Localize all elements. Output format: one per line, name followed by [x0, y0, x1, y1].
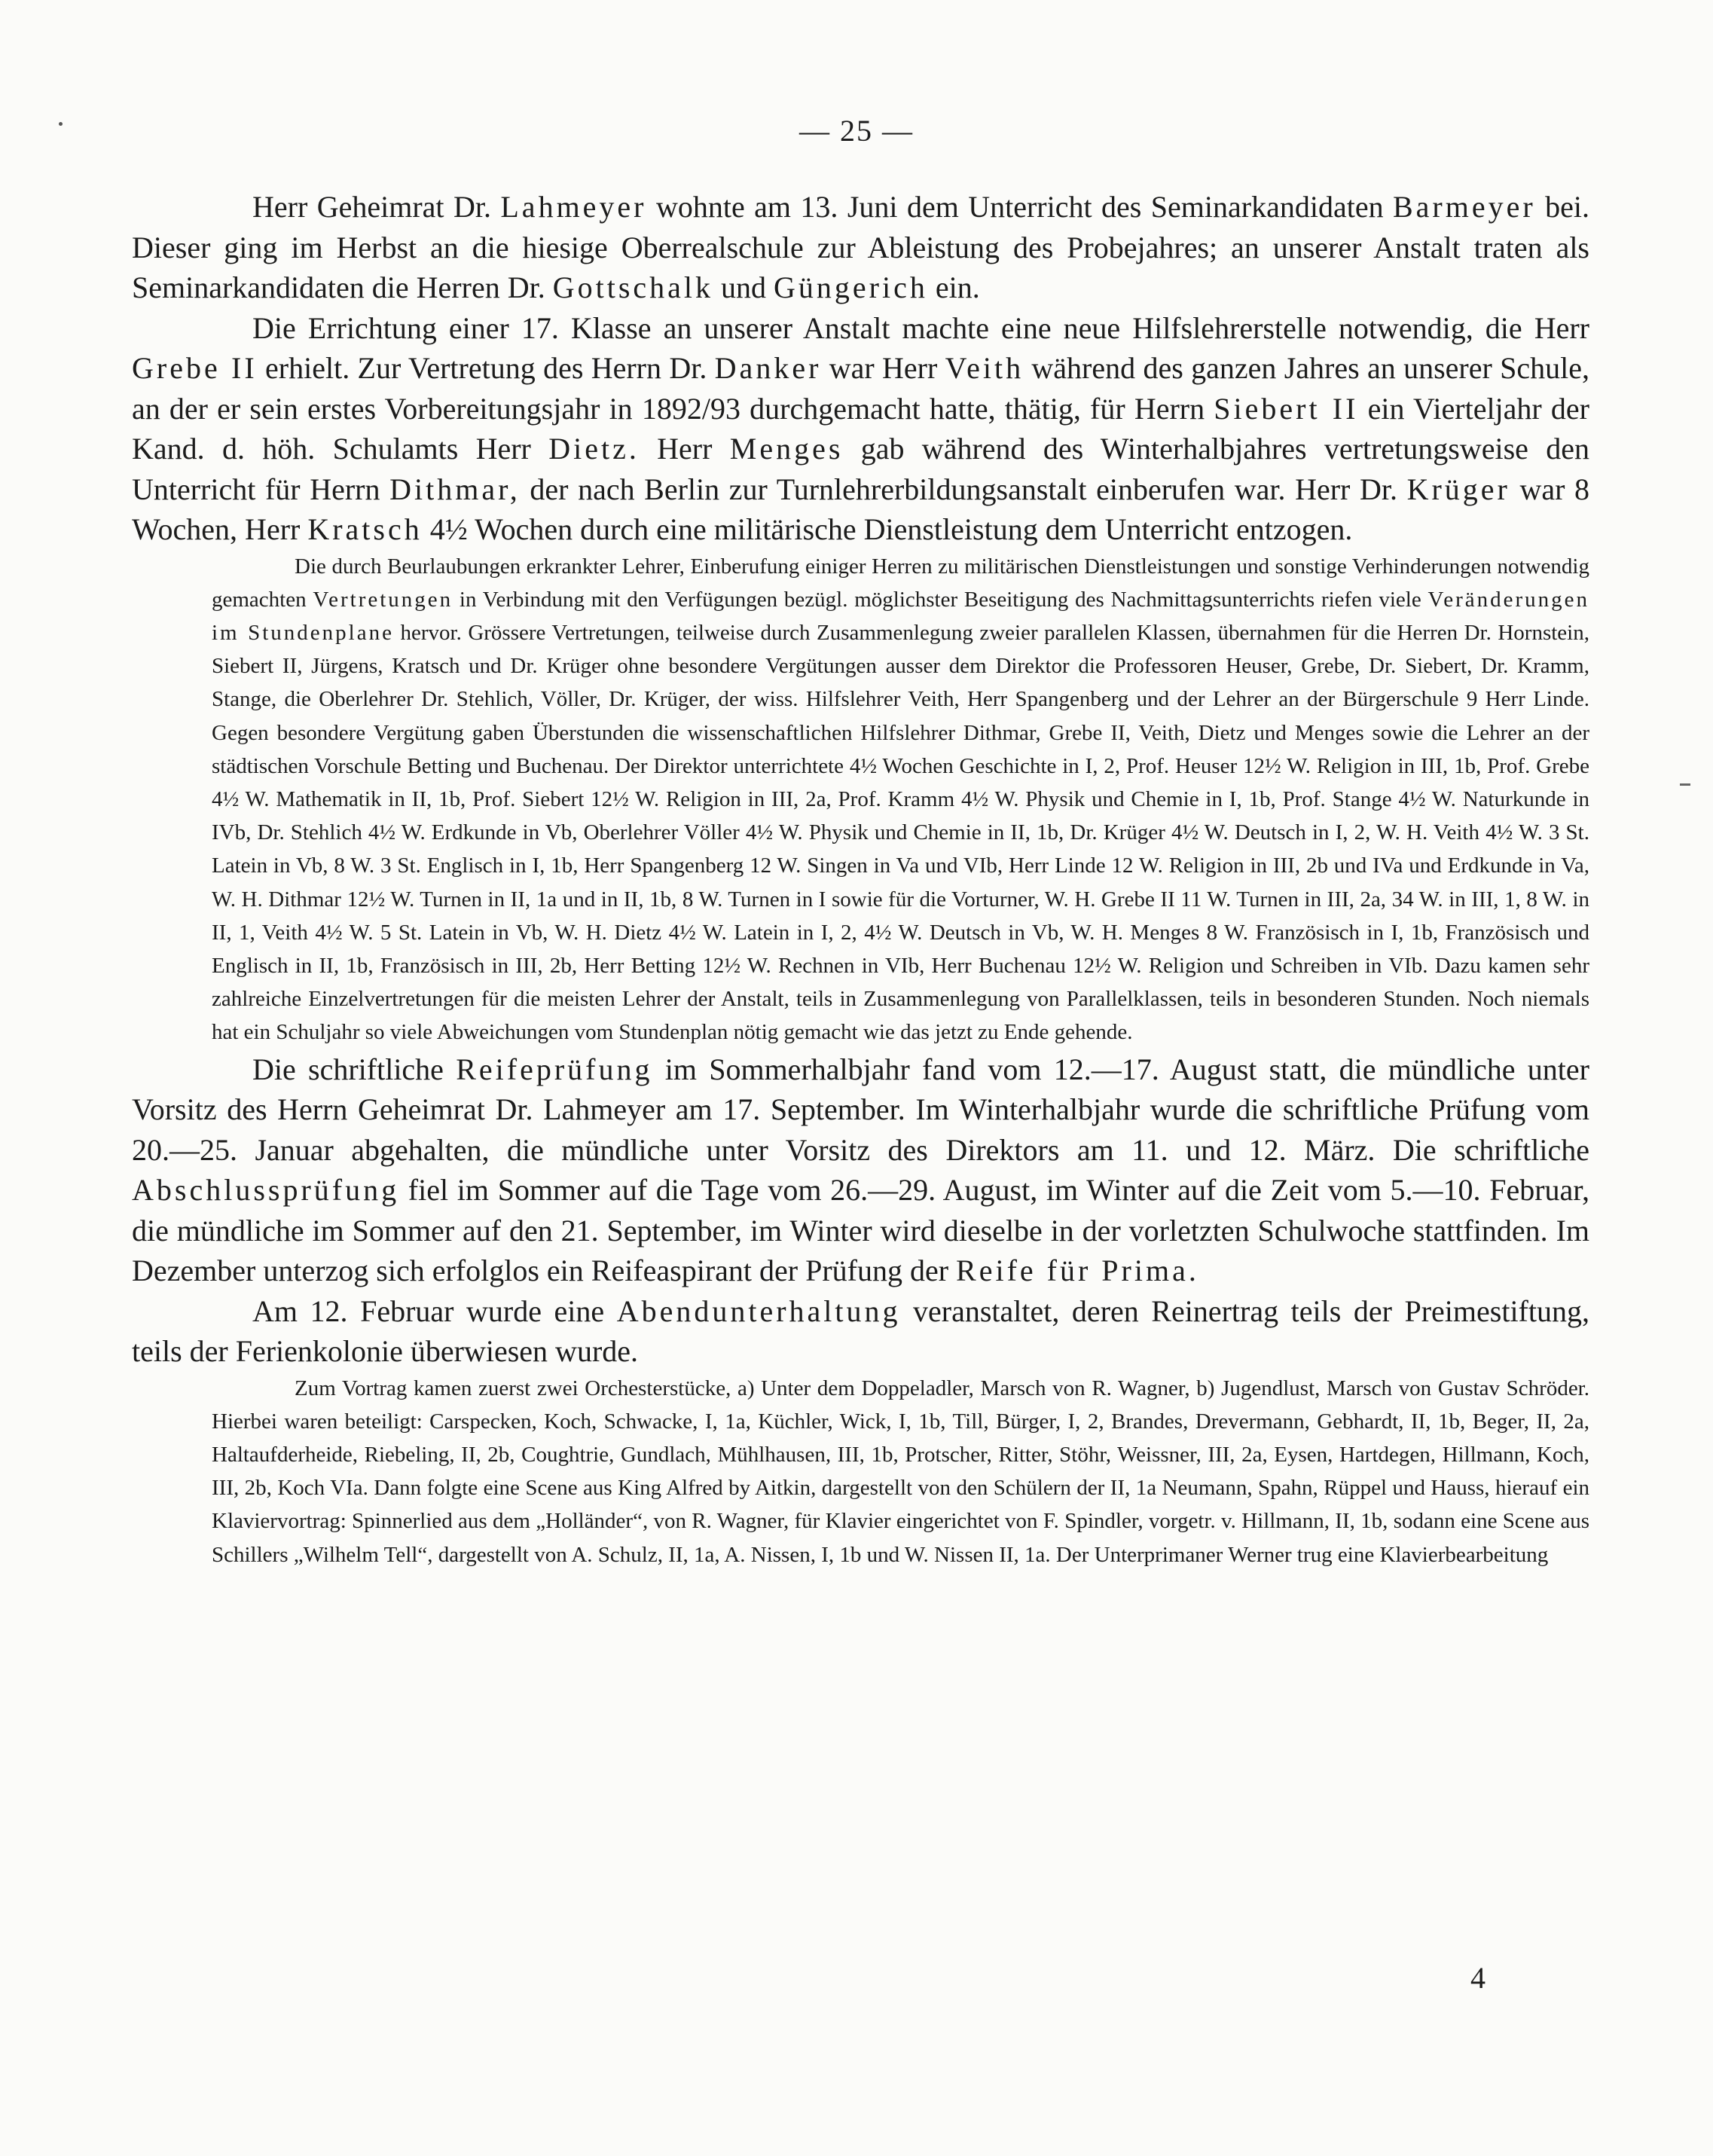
body-text: [132, 187, 1589, 1571]
spaced-name: Lahmeyer: [500, 190, 647, 224]
text-run: Die Errichtung einer 17. Klasse an unserer Anstalt machte eine neue Hilfslehrerstelle notwendig, die Herr: [252, 310, 1589, 345]
text-run: war 8 Wochen, Herr: [132, 472, 1590, 546]
text-run: ein.: [927, 270, 980, 304]
text-run: im Sommerhalbjahr fand vom 12.—17. August statt, die mündliche unter Vorsitz des Herrn Geheimrat Dr. Lahmeyer am 17. September. Im Winterhalbjahr wurde die schriftliche Prüfung vom 20.—25. Januar abgehalten, die mündliche unter Vorsitz des Direktors am 11. und 12. März. Die schriftliche: [132, 1052, 1589, 1167]
spaced-name: Veränderungen im Stundenplane: [212, 587, 1589, 645]
text-run: hervor. Grössere Vertretungen, teilweise durch Zusammenlegung zweier parallelen Klassen, übernahmen für die Herren Dr. Hornstein, Siebert II, Jürgens, Kratsch und Dr. Krüger ohne besondere Vergütungen ausser dem Direktor die Professoren Heuser, Grebe, Dr. Siebert, Dr. Kramm, Stange, die Oberlehrer Dr. Stehlich, Völler, Dr. Krüger, der wiss. Hilfslehrer Veith, Herr Spangenberg und der Lehrer an der Bürgerschule 9 Herr Linde. Gegen besondere Vergütung gaben Überstunden die wissenschaftlichen Hilfslehrer Dithmar, Grebe II, Veith, Dietz und Menges sowie die Lehrer an der städtischen Vorschule Betting und Buchenau. Der Direktor unterrichtete 4½ Wochen Geschichte in I, 2, Prof. Heuser 12½ W. Religion in III, 1b, Prof. Grebe 4½ W. Mathematik in II, 1b, Prof. Siebert 12½ W. Religion in III, 2a, Prof. Kramm 4½ W. Physik und Chemie in I, 1b, Prof. Stange 4½ W. Naturkunde in IVb, Dr. Stehlich 4½ W. Erdkunde in Vb, Oberlehrer Völler 4½ W. Physik und Chemie in II, 1b, Dr. Krüger 4½ W. Deutsch in I, 2, W. H. Veith 4½ W. 3 St. Latein in Vb, 8 W. 3 St. Englisch in I, 1b, Herr Spangenberg 12 W. Singen in Va und VIb, Herr Linde 12 W. Religion in III, 2b und IVa und Erdkunde in Va, W. H. Dithmar 12½ W. Turnen in II, 1a und in II, 1b, 8 W. Turnen in I sowie für die Vorturner, W. H. Grebe II 11 W. Turnen in III, 2a, 34 W. in III, 1, 8 W. in II, 1, Veith 4½ W. 5 St. Latein in Vb, W. H. Dietz 4½ W. Latein in I, 2, 4½ W. Deutsch in Vb, W. H. Menges 8 W. Französisch in I, 1b, Französisch und Englisch in II, 1b, Französisch in III, 2b, Herr Betting 12½ W. Rechnen in VIb, Herr Buchenau 12½ W. Religion und Schreiben in VIb. Dazu kamen sehr zahlreiche Einzelvertretungen für die meisten Lehrer der Anstalt, teils in Zusammenlegung von Parallelklassen, teils in besonderen Stunden. Noch niemals hat ein Schuljahr so viele Abweichungen vom Stundenplan nötig gemacht wie das jetzt zu Ende gehende.: [212, 620, 1589, 1045]
text-run: war Herr: [821, 351, 945, 385]
spaced-name: Barmeyer: [1393, 190, 1536, 224]
spaced-name: Güngerich: [774, 270, 928, 304]
spaced-name: Abendunterhaltung: [616, 1293, 901, 1328]
text-run: fiel im Sommer auf die Tage vom 26.—29. August, im Winter auf die Zeit vom 5.—10. Februar, die mündliche im Sommer auf den 21. September, im Winter wird dieselbe in der vorletzten Schulwoche stattfinden. Im Dezember unterzog sich erfolglos ein Reifeaspirant der Prüfung der: [132, 1173, 1589, 1288]
text-run: in Verbindung mit den Verfügungen bezügl. möglichster Beseitigung des Nachmittagsunterrichts riefen viele: [453, 587, 1428, 612]
text-run: der nach Berlin zur Turnlehrerbildungsanstalt einberufen war. Herr Dr.: [520, 472, 1407, 506]
text-run: während des ganzen Jahres an unserer Schule, an der er sein erstes Vorbereitungsjahr in 1892/93 durchgemacht hatte, thätig, für Herrn: [132, 351, 1590, 426]
text-run: ein Vierteljahr der Kand. d. höh. Schulamts Herr: [132, 391, 1589, 466]
spaced-name: Abschlussprüfung: [132, 1173, 400, 1208]
text-run: bei. Dieser ging im Herbst an die hiesige Oberrealschule zur Ableistung des Probejahres; an unserer Anstalt traten als Seminarkandidaten die Herren Dr.: [132, 190, 1589, 304]
text-run: 4½ Wochen durch eine militärische Dienstleistung dem Unterricht entzogen.: [422, 512, 1353, 546]
spaced-name: Dietz.: [548, 432, 640, 466]
text-run: Die schriftliche: [252, 1052, 456, 1086]
spaced-name: Dithmar,: [389, 472, 521, 506]
text-run: Am 12. Februar wurde eine: [252, 1293, 617, 1328]
signature-mark: 4: [1470, 1961, 1486, 1995]
spaced-name: Kratsch: [307, 512, 423, 546]
note-paragraph: [212, 1372, 1589, 1571]
note-paragraph: [212, 550, 1589, 1049]
spaced-name: Reife für Prima.: [956, 1254, 1199, 1288]
text-run: und: [713, 270, 774, 304]
text-run: Herr: [639, 432, 730, 466]
spaced-name: Reifeprüfung: [456, 1052, 653, 1086]
spaced-name: Veith: [945, 351, 1024, 385]
paragraph: [132, 187, 1589, 308]
spaced-name: Krüger: [1406, 472, 1510, 506]
spaced-name: Vertretungen: [313, 587, 453, 612]
text-run: wohnte am 13. Juni dem Unterricht des Seminarkandidaten: [646, 190, 1393, 224]
spaced-name: Grebe II: [132, 351, 258, 385]
paragraph: [132, 1291, 1589, 1372]
text-run: Die durch Beurlaubungen erkrankter Lehrer, Einberufung einiger Herren zu militärischen Dienstleistungen und sonstige Verhinderungen notwendig gemachten: [212, 554, 1589, 612]
page-number: — 25 —: [799, 114, 914, 148]
paragraph: [132, 1049, 1589, 1291]
text-run: erhielt. Zur Vertretung des Herrn Dr.: [257, 351, 715, 385]
text-run: gab während des Winterhalbjahres vertretungsweise den Unterricht für Herrn: [132, 432, 1590, 506]
paragraph: [132, 308, 1589, 550]
spaced-name: Gottschalk: [552, 270, 714, 304]
margin-mark: [1680, 783, 1690, 786]
text-run: Zum Vortrag kamen zuerst zwei Orchesterstücke, a) Unter dem Doppeladler, Marsch von R. Wagner, b) Jugendlust, Marsch von Gustav Schröder. Hierbei waren beteiligt: Carspecken, Koch, Schwacke, I, 1a, Küchler, Wick, I, 1b, Till, Bürger, I, 2, Brandes, Drevermann, Gebhardt, II, 1b, Beger, II, 2a, Haltaufderheide, Riebeling, II, 2b, Coughtrie, Gundlach, Mühlhausen, III, 1b, Protscher, Ritter, Stöhr, Weissner, III, 2a, Eysen, Hartdegen, Hillmann, Koch, III, 2b, Koch VIa. Dann folgte eine Scene aus King Alfred by Aitkin, dargestellt von den Schülern der II, 1a Neumann, Spahn, Rüppel und Hauss, hierauf ein Klaviervortrag: Spinnerlied aus dem „Holländer“, von R. Wagner, für Klavier eingerichtet von F. Spindler, vorgetr. v. Hillmann, II, 1b, sodann eine Scene aus Schillers „Wilhelm Tell“, dargestellt von A. Schulz, II, 1a, A. Nissen, I, 1b und W. Nissen II, 1a. Der Unterprimaner Werner trug eine Klavierbearbeitung: [212, 1376, 1589, 1567]
text-run: veranstaltet, deren Reinertrag teils der Preimestiftung, teils der Ferienkolonie überwiesen wurde.: [132, 1293, 1589, 1369]
text-run: Herr Geheimrat Dr.: [252, 190, 501, 224]
spaced-name: Danker: [714, 351, 822, 385]
spaced-name: Siebert II: [1214, 391, 1359, 426]
spaced-name: Menges: [729, 432, 844, 466]
